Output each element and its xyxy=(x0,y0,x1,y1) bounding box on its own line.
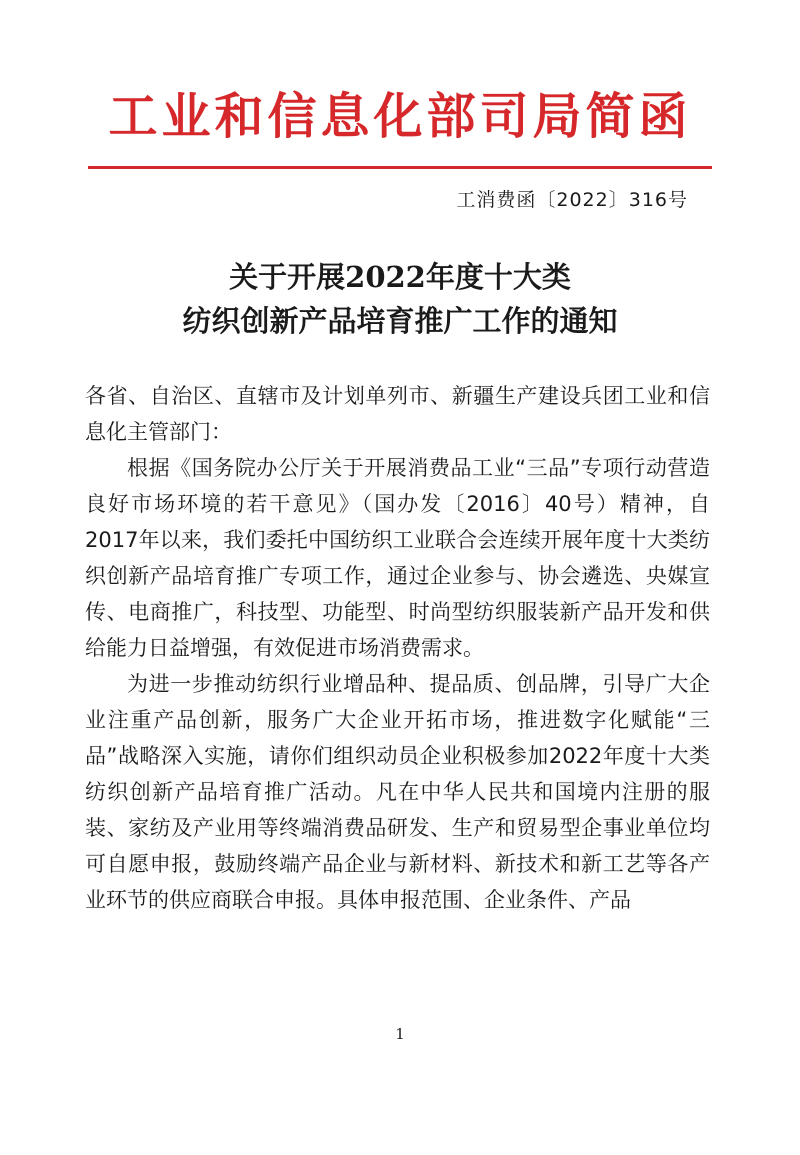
document-number: 工消费函〔2022〕316号 xyxy=(456,189,688,211)
notice-title-line-1: 关于开展2022年度十大类 xyxy=(229,260,571,294)
notice-body xyxy=(85,378,710,918)
body-paragraph-1: 根据《国务院办公厅关于开展消费品工业“三品”专项行动营造良好市场环境的若干意见》（国办发〔2016〕40号）精神，自2017年以来，我们委托中国纺织工业联合会连续开展年度十大类纺织创新产品培育推广专项工作，通过企业参与、协会遴选、央媒宣传、电商推广，科技型、功能型、时尚型纺织服装新产品开发和供给能力日益增强，有效促进市场消费需求。 xyxy=(85,456,710,660)
salutation: 各省、自治区、直辖市及计划单列市、新疆生产建设兵团工业和信息化主管部门： xyxy=(85,384,710,444)
body-paragraph-2: 为进一步推动纺织行业增品种、提品质、创品牌，引导广大企业注重产品创新，服务广大企业开拓市场，推进数字化赋能“三品”战略深入实施，请你们组织动员企业积极参加2022年度十大类纺织创新产品培育推广活动。凡在中华人民共和国境内注册的服装、家纺及产业用等终端消费品研发、生产和贸易型企事业单位均可自愿申报，鼓励终端产品企业与新材料、新技术和新工艺等各产业环节的供应商联合申报。具体申报范围、企业条件、产品 xyxy=(85,672,710,912)
page-number: 1 xyxy=(395,1025,405,1043)
masthead-title: 工业和信息化部司局简函 xyxy=(108,87,692,145)
notice-title xyxy=(0,255,800,343)
red-divider-line xyxy=(88,166,712,169)
notice-title-line-2: 纺织创新产品培育推广工作的通知 xyxy=(182,304,618,338)
